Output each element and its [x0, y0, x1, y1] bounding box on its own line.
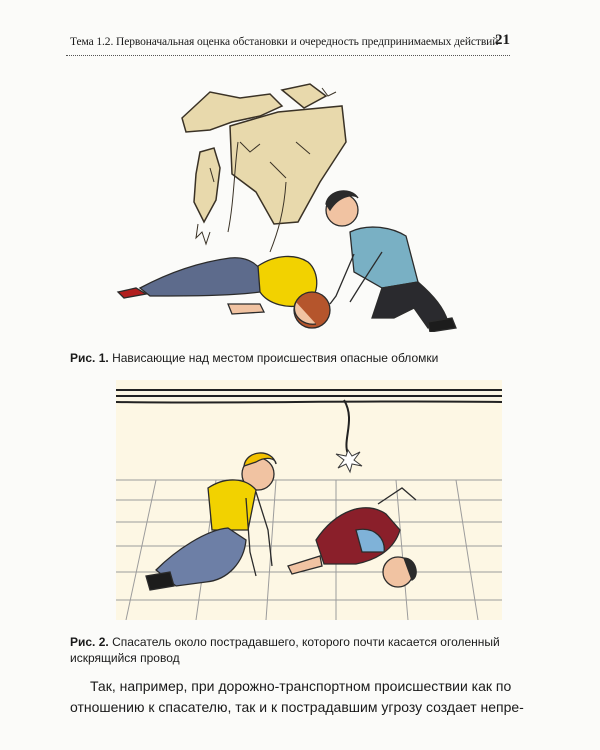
figure-1-caption — [70, 350, 438, 366]
body-paragraph — [70, 676, 524, 718]
figure-2-label: Рис. 2. — [70, 635, 109, 649]
figure-1-illustration — [110, 82, 480, 332]
running-header — [52, 34, 510, 54]
figure-1-caption-text: Нависающие над местом происшествия опасные обломки — [112, 351, 439, 365]
figure-2-caption-line-1: Спасатель около пострадавшего, которого почти касается оголенный — [112, 635, 500, 649]
figure-1-label: Рис. 1. — [70, 351, 109, 365]
figure-2-caption-line-2: искрящийся провод — [70, 651, 180, 665]
injured-woman — [118, 256, 330, 328]
debris-slab — [182, 84, 346, 224]
figure-2-caption — [70, 634, 500, 666]
running-title: Тема 1.2. Первоначальная оценка обстановки и очередность предпринимаемых действий — [70, 36, 499, 48]
figure-2-illustration — [116, 380, 502, 620]
rescuer-man — [326, 191, 456, 332]
header-divider — [66, 55, 510, 56]
body-line-1: Так, например, при дорожно-транспортном происшествии как по — [90, 678, 512, 694]
body-line-2: отношению к спасателю, так и к пострадавшим угрозу создает непре- — [70, 699, 524, 715]
page-number: 21 — [495, 32, 510, 48]
